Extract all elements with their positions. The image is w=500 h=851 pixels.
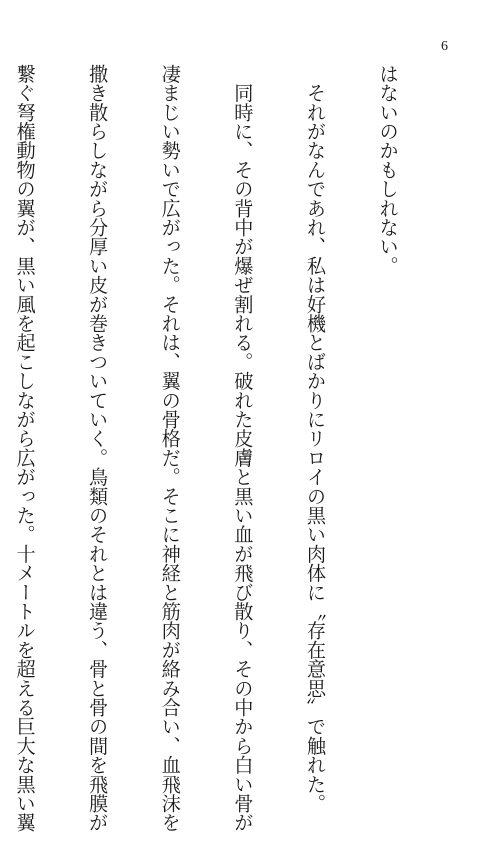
page-number: 6 xyxy=(441,39,448,54)
text-line: 繋ぐ弩権動物の翼が、黒い風を起こしながら広がった。十メートルを超える巨大な黒い翼 xyxy=(13,64,37,832)
vertical-text-body xyxy=(0,64,448,833)
text-line: それがなんであれ、私は好機とばかりにリロイの黒い肉体に〝存在意思〟で触れた。 xyxy=(303,64,327,813)
text-line: 凄まじい勢いで広がった。それは、翼の骨格だ。そこに神経と筋肉が絡み合い、血飛沫を xyxy=(158,64,182,832)
text-line: 撒き散らしながら分厚い皮が巻きついていく。鳥類のそれとは違う、骨と骨の間を飛膜が xyxy=(86,64,110,833)
text-line: はないのかもしれない。 xyxy=(376,64,400,276)
text-line: 同時に、その背中が爆ぜ割れる。破れた皮膚と黒い血が飛び散り、その中から白い骨が xyxy=(231,64,255,833)
